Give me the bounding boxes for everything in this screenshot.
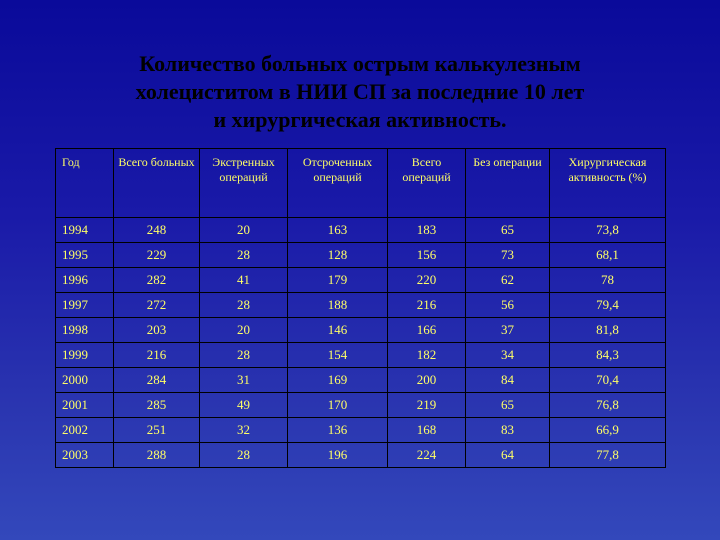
cell-no-ops: 56 (466, 293, 550, 318)
cell-emergency-ops: 28 (200, 293, 288, 318)
header-total-patients: Всего больных (114, 149, 200, 218)
cell-total-ops: 216 (388, 293, 466, 318)
cell-surgical-activity: 68,1 (550, 243, 666, 268)
cell-surgical-activity: 76,8 (550, 393, 666, 418)
table-row (56, 368, 666, 393)
cell-emergency-ops: 32 (200, 418, 288, 443)
cell-total-patients: 284 (114, 368, 200, 393)
cell-emergency-ops: 20 (200, 318, 288, 343)
cell-year: 1994 (56, 218, 114, 243)
cell-delayed-ops: 179 (288, 268, 388, 293)
cell-total-patients: 229 (114, 243, 200, 268)
cell-total-patients: 251 (114, 418, 200, 443)
cell-surgical-activity: 84,3 (550, 343, 666, 368)
cell-no-ops: 65 (466, 218, 550, 243)
cell-year: 2003 (56, 443, 114, 468)
cell-delayed-ops: 188 (288, 293, 388, 318)
cell-year: 1997 (56, 293, 114, 318)
cell-total-ops: 168 (388, 418, 466, 443)
cell-year: 2001 (56, 393, 114, 418)
cell-surgical-activity: 78 (550, 268, 666, 293)
title-line-2: холециститом в НИИ СП за последние 10 лет (135, 79, 585, 104)
cell-total-patients: 248 (114, 218, 200, 243)
cell-surgical-activity: 79,4 (550, 293, 666, 318)
cell-no-ops: 62 (466, 268, 550, 293)
cell-surgical-activity: 73,8 (550, 218, 666, 243)
table-row (56, 268, 666, 293)
cell-delayed-ops: 196 (288, 443, 388, 468)
header-emergency-ops: Экстренных операций (200, 149, 288, 218)
cell-emergency-ops: 20 (200, 218, 288, 243)
cell-total-patients: 282 (114, 268, 200, 293)
cell-emergency-ops: 31 (200, 368, 288, 393)
cell-total-patients: 203 (114, 318, 200, 343)
cell-no-ops: 64 (466, 443, 550, 468)
header-delayed-ops: Отсроченных операций (288, 149, 388, 218)
header-total-ops: Всего операций (388, 149, 466, 218)
slide-title (60, 50, 660, 134)
cell-year: 1999 (56, 343, 114, 368)
cell-no-ops: 73 (466, 243, 550, 268)
cell-no-ops: 65 (466, 393, 550, 418)
cell-delayed-ops: 154 (288, 343, 388, 368)
cell-year: 1995 (56, 243, 114, 268)
cell-surgical-activity: 70,4 (550, 368, 666, 393)
cell-total-patients: 288 (114, 443, 200, 468)
cell-no-ops: 84 (466, 368, 550, 393)
cell-year: 1998 (56, 318, 114, 343)
cell-total-ops: 183 (388, 218, 466, 243)
cell-total-ops: 200 (388, 368, 466, 393)
cell-delayed-ops: 169 (288, 368, 388, 393)
cell-delayed-ops: 128 (288, 243, 388, 268)
cell-delayed-ops: 170 (288, 393, 388, 418)
cell-total-patients: 285 (114, 393, 200, 418)
cell-surgical-activity: 77,8 (550, 443, 666, 468)
table-row (56, 343, 666, 368)
cell-total-ops: 156 (388, 243, 466, 268)
title-line-3: и хирургическая активность. (213, 107, 507, 132)
data-table (55, 148, 666, 468)
cell-surgical-activity: 66,9 (550, 418, 666, 443)
table-row (56, 443, 666, 468)
cell-total-ops: 220 (388, 268, 466, 293)
cell-total-patients: 216 (114, 343, 200, 368)
header-no-ops: Без операции (466, 149, 550, 218)
table-row (56, 318, 666, 343)
cell-delayed-ops: 163 (288, 218, 388, 243)
cell-surgical-activity: 81,8 (550, 318, 666, 343)
cell-total-ops: 182 (388, 343, 466, 368)
cell-emergency-ops: 28 (200, 243, 288, 268)
cell-total-ops: 166 (388, 318, 466, 343)
table-row (56, 243, 666, 268)
cell-no-ops: 83 (466, 418, 550, 443)
cell-emergency-ops: 28 (200, 443, 288, 468)
cell-delayed-ops: 146 (288, 318, 388, 343)
cell-no-ops: 34 (466, 343, 550, 368)
cell-delayed-ops: 136 (288, 418, 388, 443)
cell-total-patients: 272 (114, 293, 200, 318)
cell-total-ops: 224 (388, 443, 466, 468)
table-row (56, 393, 666, 418)
table-row (56, 218, 666, 243)
table-row (56, 293, 666, 318)
cell-year: 2000 (56, 368, 114, 393)
cell-no-ops: 37 (466, 318, 550, 343)
title-line-1: Количество больных острым калькулезным (139, 51, 581, 76)
cell-total-ops: 219 (388, 393, 466, 418)
cell-year: 2002 (56, 418, 114, 443)
cell-emergency-ops: 41 (200, 268, 288, 293)
table-row (56, 418, 666, 443)
cell-year: 1996 (56, 268, 114, 293)
header-surgical-activity: Хирургическая активность (%) (550, 149, 666, 218)
header-year: Год (56, 149, 114, 218)
table-header-row (56, 149, 666, 218)
cell-emergency-ops: 49 (200, 393, 288, 418)
cell-emergency-ops: 28 (200, 343, 288, 368)
